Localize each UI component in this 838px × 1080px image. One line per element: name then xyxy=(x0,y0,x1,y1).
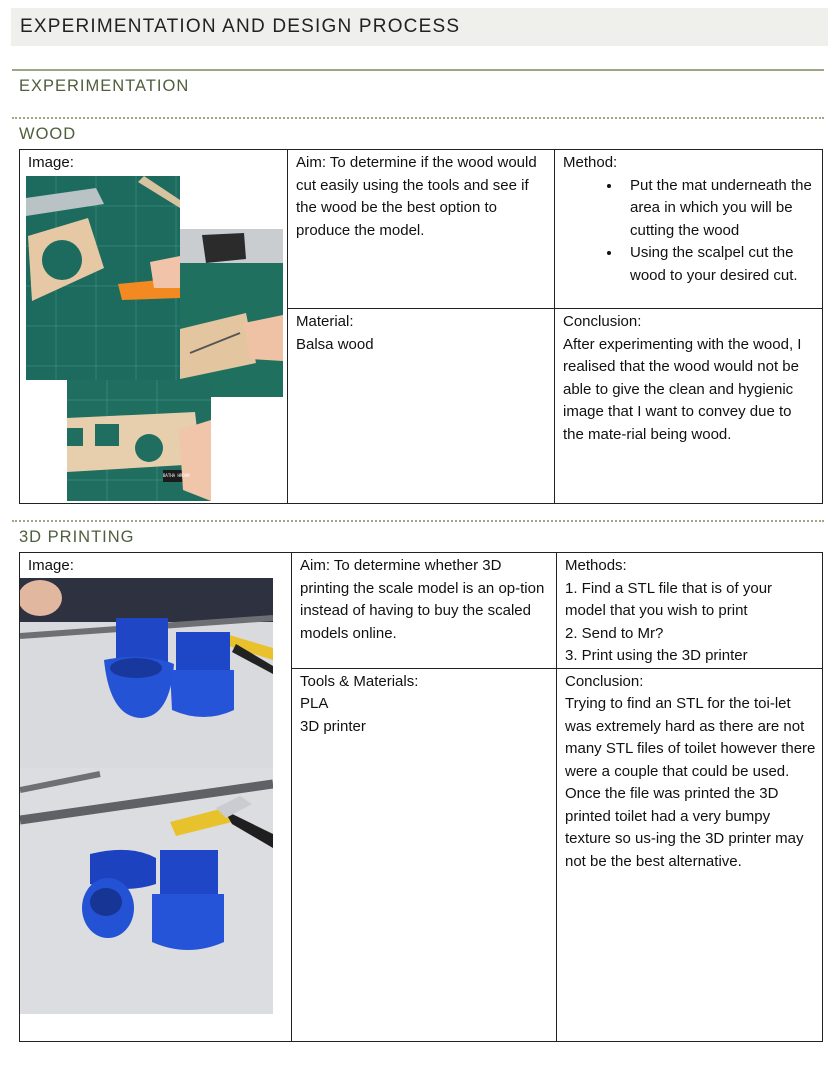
wood-method-list xyxy=(563,175,816,288)
printing-conclusion-text: Trying to find an STL for the toi-let was extremely hard as there are not many STL files of toilet however there were a couple that could be used. Once the file was printed the 3D printed toilet had a very bumpy texture so us-ing the 3D printer may not be the best alternative. xyxy=(565,695,816,870)
wood-photo-scalpel xyxy=(180,229,283,397)
wood-aim-cell xyxy=(288,150,555,309)
wood-material-value: Balsa wood xyxy=(296,335,374,353)
printing-conclusion-label: Conclusion: xyxy=(565,672,644,690)
wood-image-label: Image: xyxy=(28,154,74,171)
printing-methods-cell xyxy=(557,553,823,669)
section-divider xyxy=(12,69,824,71)
page-title: EXPERIMENTATION AND DESIGN PROCESS xyxy=(11,8,828,46)
wood-method-label: Method: xyxy=(563,154,618,171)
wood-conclusion-label: Conclusion: xyxy=(563,313,642,330)
printing-photo-toilets-front xyxy=(20,578,273,768)
photo-tag-text: BATHA HROOM xyxy=(163,473,190,478)
list-item: 1. Find a STL file that is of your model that you wish to print xyxy=(565,579,773,619)
wood-aim-text: Aim: To determine if the wood would cut easily using the tools and see if the wood be the best option to produce the model. xyxy=(296,154,537,239)
dotted-divider xyxy=(12,520,824,522)
printing-tools-cell xyxy=(292,668,557,1041)
wood-heading: WOOD xyxy=(19,125,77,143)
printing-aim-cell xyxy=(292,553,557,669)
printing-conclusion-cell xyxy=(557,668,823,1041)
printing-heading: 3D PRINTING xyxy=(19,528,135,546)
wood-conclusion-text: After experimenting with the wood, I realised that the wood would not be able to give the clean and hygienic image that I want to convey due to the mate-rial being wood. xyxy=(563,335,802,443)
wood-material-cell xyxy=(288,309,555,504)
dotted-divider xyxy=(12,117,824,119)
wood-photo-cut-board xyxy=(67,380,211,501)
wood-photo-cutting-mat xyxy=(26,176,180,380)
wood-material-label: Material: xyxy=(296,313,354,330)
printing-tools-label: Tools & Materials: xyxy=(300,672,419,690)
section-title: EXPERIMENTATION xyxy=(19,77,190,95)
wood-conclusion-cell xyxy=(555,309,823,504)
wood-method-cell xyxy=(555,150,823,309)
printing-methods-label: Methods: xyxy=(565,557,627,574)
list-item: • Using the scalpel cut the wood to your desired cut. xyxy=(622,242,816,287)
list-item: 3D printer xyxy=(300,717,366,735)
list-item: 2. Send to Mr? xyxy=(565,624,664,642)
list-item: 3. Print using the 3D printer xyxy=(565,647,748,664)
printing-image-label: Image: xyxy=(28,557,74,574)
list-item: PLA xyxy=(300,695,329,712)
list-item: • Put the mat underneath the area in which you will be cutting the wood xyxy=(622,175,816,243)
printing-aim-text: Aim: To determine whether 3D printing the scale model is an op-tion instead of having to buy the scaled models online. xyxy=(300,557,545,642)
printing-photo-toilets-angle xyxy=(20,768,273,1014)
